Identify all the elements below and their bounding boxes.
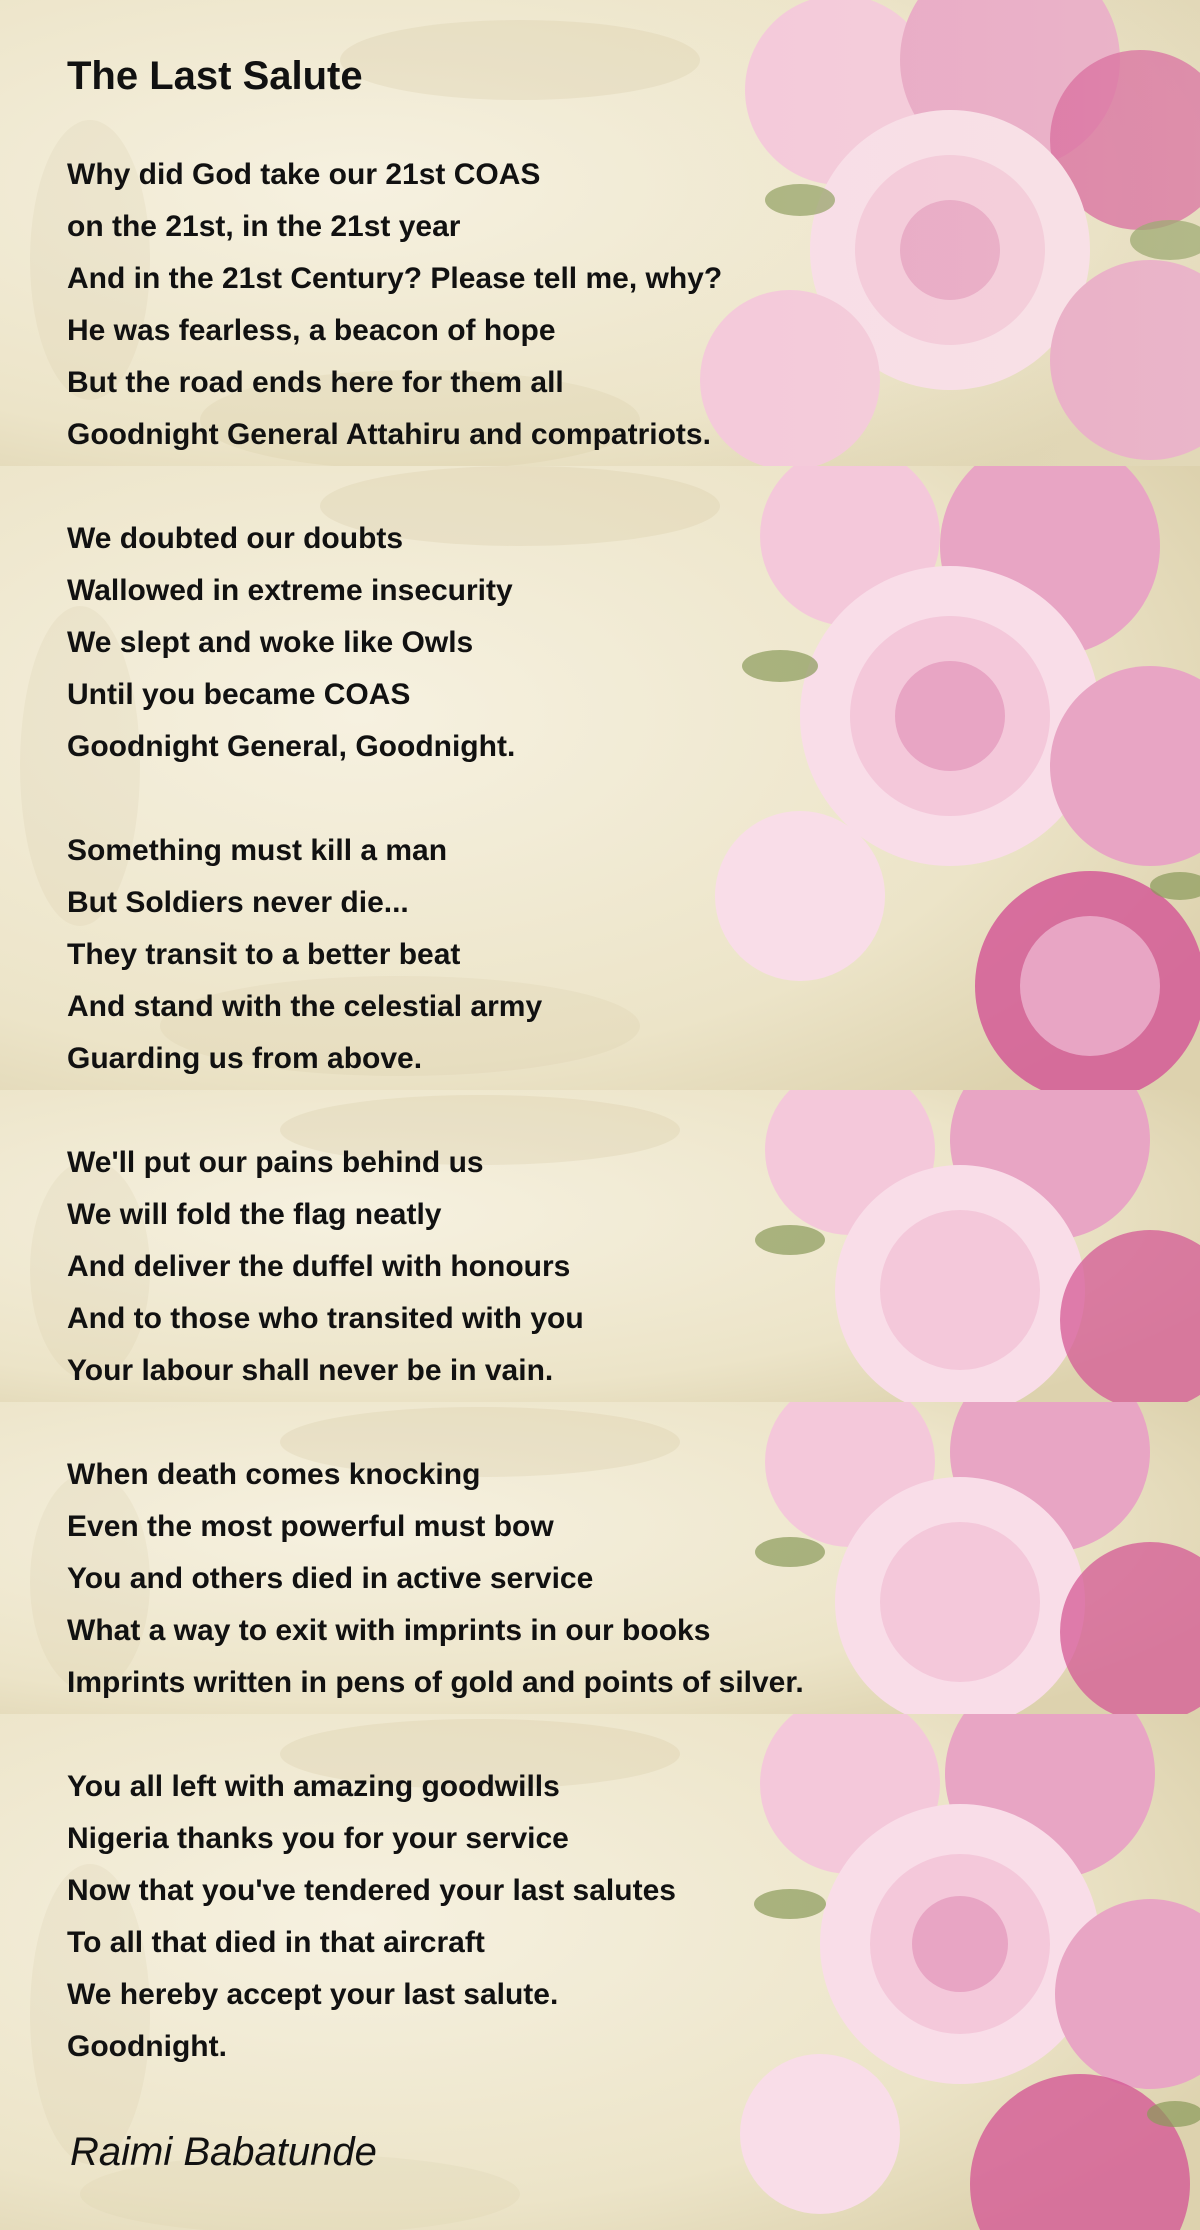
poem-line: You and others died in active service <box>67 1562 594 1595</box>
poem-line: Goodnight General Attahiru and compatriots. <box>67 418 711 451</box>
poem-line: To all that died in that aircraft <box>67 1926 485 1959</box>
poem-line: Goodnight General, Goodnight. <box>67 730 516 763</box>
poem-line: Until you became COAS <box>67 678 411 711</box>
stanza <box>67 513 515 773</box>
poem-line: And deliver the duffel with honours <box>67 1250 571 1283</box>
poem-line: Wallowed in extreme insecurity <box>67 574 513 607</box>
poem-line: Guarding us from above. <box>67 1042 423 1075</box>
poem-line: Why did God take our 21st COAS <box>67 158 541 191</box>
stanza <box>67 1761 676 2073</box>
poem-line: When death comes knocking <box>67 1458 481 1491</box>
stanza <box>67 149 722 461</box>
poem-line: We slept and woke like Owls <box>67 626 474 659</box>
poem-line: And stand with the celestial army <box>67 990 543 1023</box>
stanza <box>67 825 542 1085</box>
poem-line: We will fold the flag neatly <box>67 1198 442 1231</box>
poem-line: He was fearless, a beacon of hope <box>67 314 556 347</box>
poem-line: We hereby accept your last salute. <box>67 1978 559 2011</box>
poem-line: Nigeria thanks you for your service <box>67 1822 569 1855</box>
poem-line: Something must kill a man <box>67 834 448 867</box>
poem-content <box>67 0 1200 2230</box>
poem-title: The Last Salute <box>67 54 363 98</box>
poem-line: You all left with amazing goodwills <box>67 1770 560 1803</box>
poem-line: Your labour shall never be in vain. <box>67 1354 554 1387</box>
poem-line: But Soldiers never die... <box>67 886 409 919</box>
poem-line: Imprints written in pens of gold and points of silver. <box>67 1666 804 1699</box>
poem-line: They transit to a better beat <box>67 938 461 971</box>
poem-line: What a way to exit with imprints in our books <box>67 1614 711 1647</box>
poem-line: Goodnight. <box>67 2030 227 2063</box>
poem-line: Even the most powerful must bow <box>67 1510 554 1543</box>
poem-author: Raimi Babatunde <box>70 2130 377 2174</box>
poem-line: on the 21st, in the 21st year <box>67 210 461 243</box>
poem-line: We'll put our pains behind us <box>67 1146 484 1179</box>
poem-line: And to those who transited with you <box>67 1302 584 1335</box>
poem-line: We doubted our doubts <box>67 522 404 555</box>
poem-line: But the road ends here for them all <box>67 366 564 399</box>
stanza <box>67 1449 804 1709</box>
poem-line: Now that you've tendered your last salutes <box>67 1874 676 1907</box>
stanza <box>67 1137 584 1397</box>
poem-line: And in the 21st Century? Please tell me, why? <box>67 262 723 295</box>
